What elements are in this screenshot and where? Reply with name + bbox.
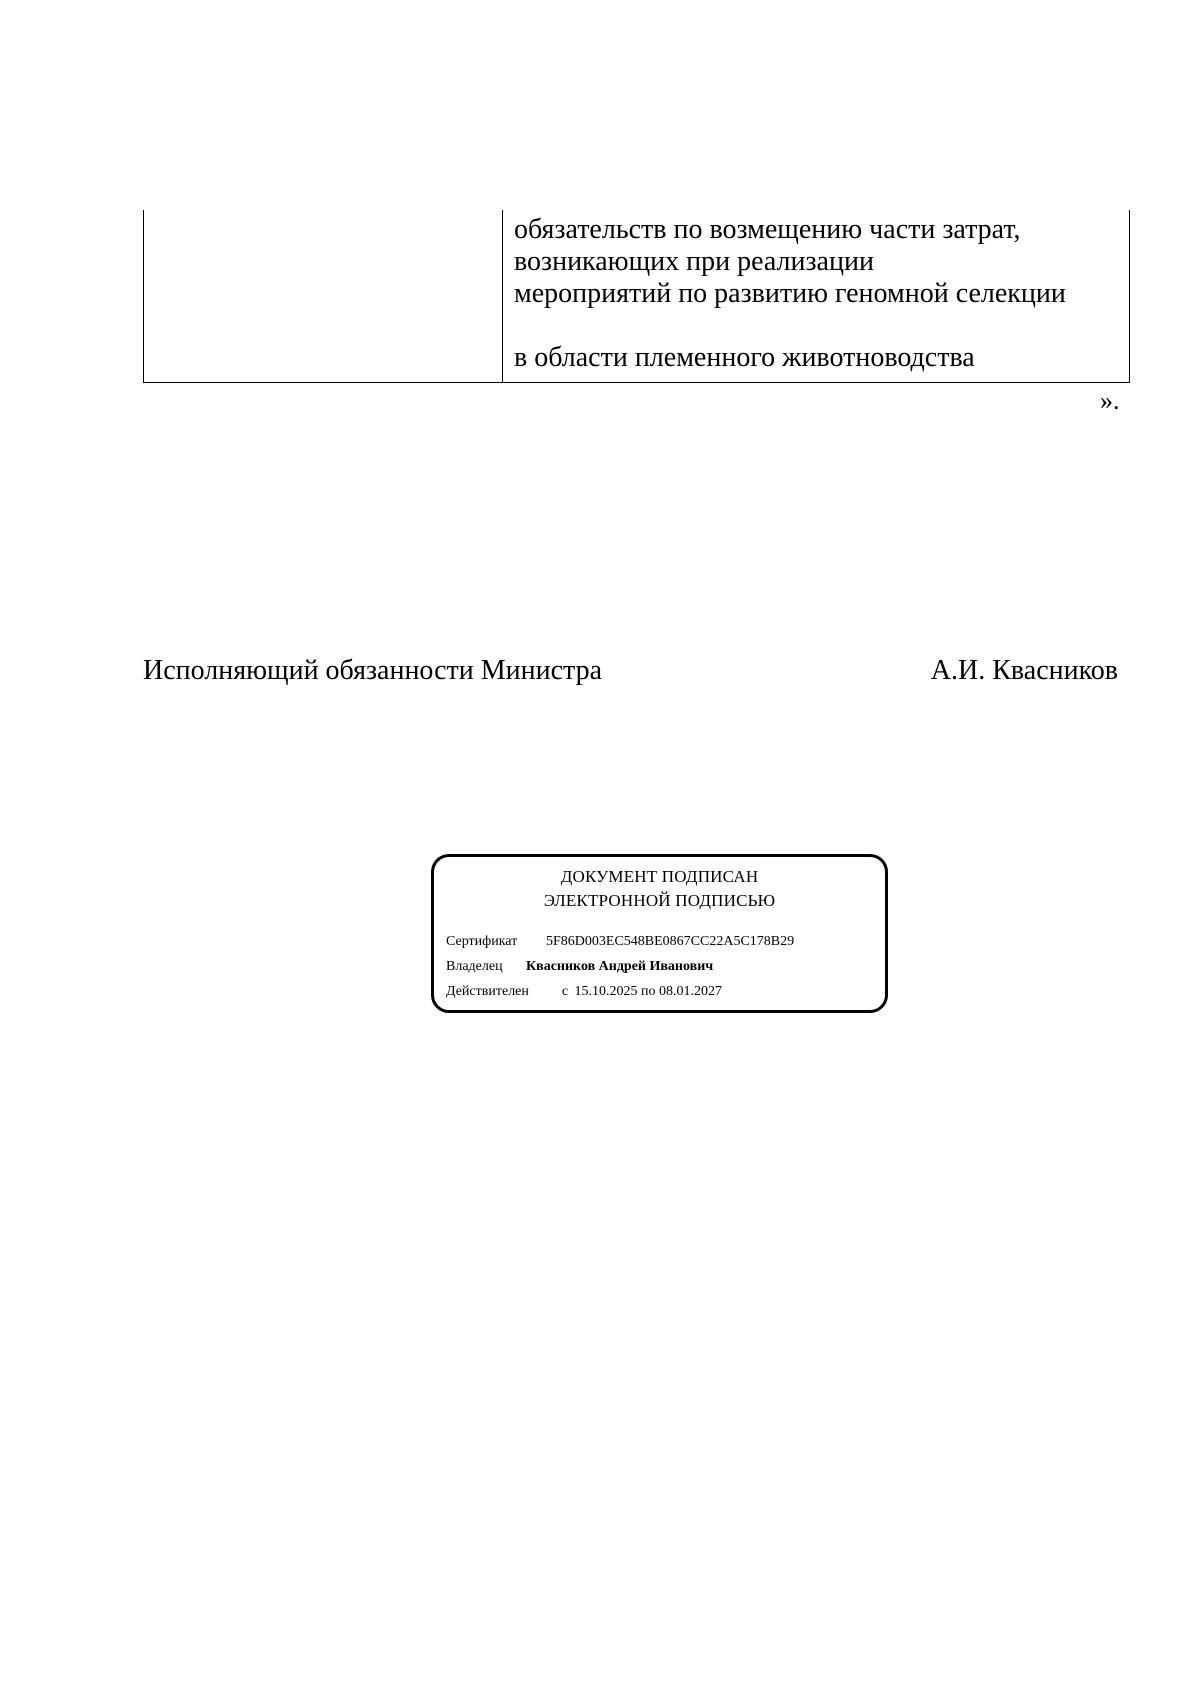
electronic-signature-stamp bbox=[431, 854, 888, 1013]
owner-label: Владелец bbox=[446, 959, 503, 974]
stamp-title-line: ЭЛЕКТРОННОЙ ПОДПИСЬЮ bbox=[543, 891, 776, 910]
table-column-divider bbox=[502, 210, 503, 382]
valid-label: Действителен bbox=[446, 984, 529, 999]
certificate-label: Сертификат bbox=[446, 934, 518, 949]
stamp-certificate-row bbox=[446, 933, 794, 951]
closing-quote: ». bbox=[1100, 386, 1120, 415]
certificate-value: 5F86D003EC548BE0867CC22A5C178B29 bbox=[546, 934, 795, 949]
table-right-cell bbox=[514, 214, 1114, 374]
table-cell-line: мероприятий по развитию геномной селекции bbox=[514, 278, 1066, 309]
stamp-title-line: ДОКУМЕНТ ПОДПИСАН bbox=[560, 867, 759, 886]
valid-to-date: 08.01.2027 bbox=[659, 984, 722, 999]
table-cell-line: возникающих при реализации bbox=[514, 246, 874, 277]
stamp-title bbox=[434, 865, 885, 913]
table-fragment bbox=[143, 210, 1130, 383]
table-cell-line: обязательств по возмещению части затрат, bbox=[514, 214, 1021, 245]
table-cell-line: в области племенного животноводства bbox=[514, 342, 975, 373]
owner-value: Квасников Андрей Иванович bbox=[526, 959, 714, 974]
signatory-position: Исполняющий обязанности Министра bbox=[143, 655, 603, 686]
valid-from-prefix: с bbox=[561, 984, 569, 999]
valid-from-date: 15.10.2025 bbox=[574, 984, 638, 999]
stamp-owner-row bbox=[446, 958, 713, 976]
signatory-name: А.И. Квасников bbox=[930, 655, 1118, 686]
valid-to-prefix: по bbox=[641, 984, 656, 999]
stamp-validity-row bbox=[446, 983, 722, 1001]
table-cell-spacer bbox=[514, 310, 1114, 342]
